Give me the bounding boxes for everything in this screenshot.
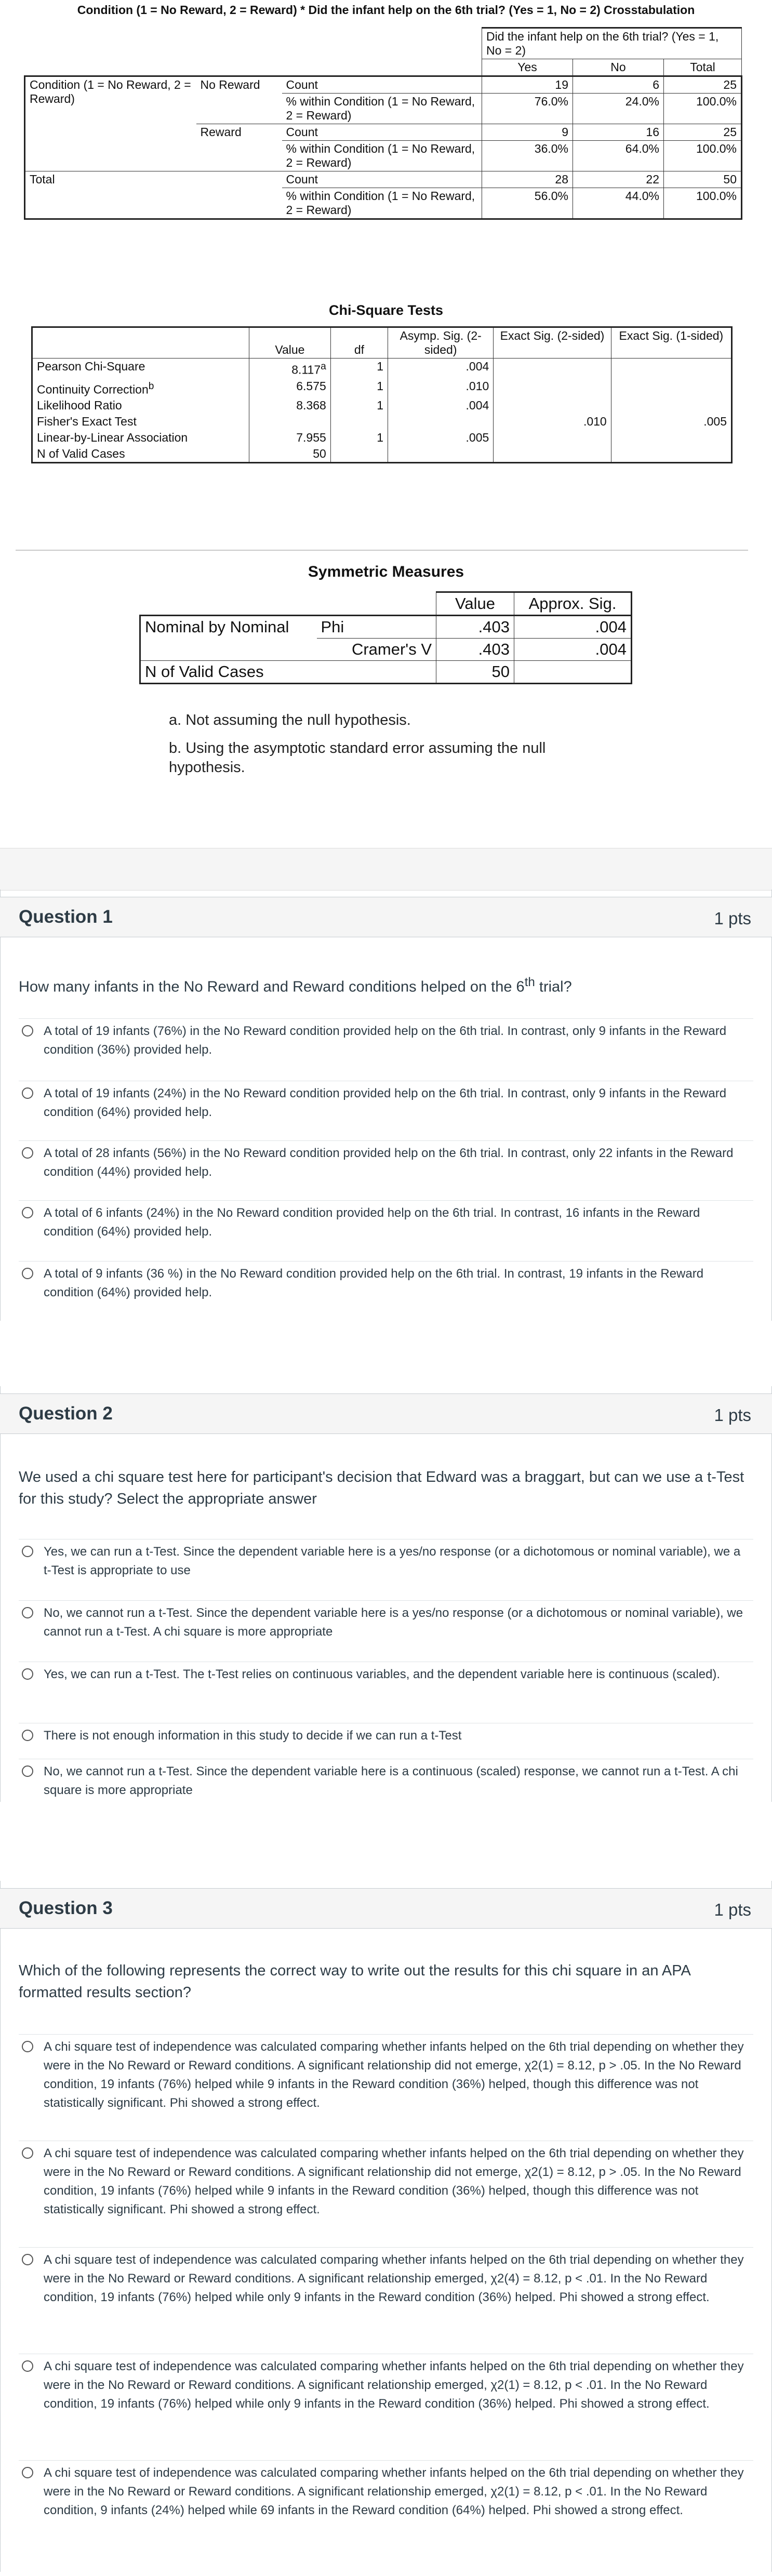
footnote-marker: a	[321, 361, 326, 372]
chi-row-asymp: .004	[388, 397, 494, 414]
crosstab-stat-pct: % within Condition (1 = No Reward, 2 = Reward)	[282, 141, 482, 171]
chi-header-asymp: Asymp. Sig. (2-sided)	[388, 327, 494, 358]
answer-option[interactable]	[19, 2034, 753, 2133]
question-points: 1 pts	[714, 909, 751, 928]
sym-row-approx: .004	[514, 616, 632, 639]
crosstab-cell: 25	[664, 76, 742, 94]
crosstab-cell: 28	[482, 171, 573, 188]
chi-row-asymp: .005	[388, 430, 494, 446]
answer-option[interactable]	[19, 1662, 753, 1712]
radio-button[interactable]	[22, 2254, 33, 2265]
crosstab-cell: 76.0%	[482, 94, 573, 124]
answer-text[interactable]: No, we cannot run a t-Test. Since the dependent variable here is a yes/no response (or a dichotomous or nominal variable), we cannot run a t-Test. A chi square is more appropriate	[44, 1606, 743, 1639]
crosstab-group-no-reward: No Reward	[196, 76, 282, 124]
chi-row-exact2	[494, 378, 611, 398]
chi-label-text: Continuity Correction	[37, 382, 149, 396]
chi-row-exact2: .010	[494, 414, 611, 430]
answer-text[interactable]: A chi square test of independence was calculated comparing whether infants helped on the 6th trial depending on whether they were in the No Reward or Reward conditions. A significant relationship emerged, χ2(4) = 8.12, p < .01. In the No Reward condition, 19 infants (76%) helped while only 9 infants in the Reward condition (36%) helped. Phi showed a strong effect.	[44, 2253, 744, 2304]
answer-text[interactable]: A total of 6 infants (24%) in the No Reward condition provided help on the 6th trial. In contrast, 16 infants in the Reward condition (64%) provided help.	[44, 1206, 700, 1239]
chi-header-exact2: Exact Sig. (2-sided)	[494, 327, 611, 358]
chi-row-df: 1	[330, 378, 388, 398]
question-title: Question 1	[19, 907, 113, 927]
crosstab-cell: 24.0%	[573, 94, 664, 124]
crosstab-stat-pct: % within Condition (1 = No Reward, 2 = Reward)	[282, 188, 482, 219]
chi-row-df	[330, 414, 388, 430]
answer-option[interactable]	[19, 1140, 753, 1191]
radio-button[interactable]	[22, 2041, 33, 2052]
sym-row-label: Cramer's V	[317, 639, 436, 661]
chi-row-label	[32, 378, 249, 398]
question-1-header	[0, 897, 772, 937]
radio-button[interactable]	[22, 1025, 33, 1037]
footnote-a: a. Not assuming the null hypothesis.	[169, 712, 411, 728]
answer-option[interactable]	[19, 2247, 753, 2346]
answer-text[interactable]: A total of 9 infants (36 %) in the No Reward condition provided help on the 6th trial. In contrast, 19 infants in the Reward condition (64%) provided help.	[44, 1267, 704, 1299]
crosstab-table	[24, 27, 742, 220]
chi-row-exact2	[494, 446, 611, 463]
answer-option[interactable]	[19, 2460, 753, 2559]
crosstab-cell: 6	[573, 76, 664, 94]
crosstab-cell: 100.0%	[664, 141, 742, 171]
radio-button[interactable]	[22, 1607, 33, 1618]
chi-row-exact1	[611, 358, 731, 378]
sym-row-approx: .004	[514, 639, 632, 661]
chi-row-value: 50	[249, 446, 331, 463]
crosstab-cell: 50	[664, 171, 742, 188]
chi-row-label: Fisher's Exact Test	[37, 415, 137, 429]
radio-button[interactable]	[22, 1546, 33, 1557]
chi-row-label	[32, 358, 249, 378]
symmetric-title: Symmetric Measures	[308, 563, 464, 580]
chi-row-value	[249, 358, 331, 378]
chi-row-value	[249, 414, 331, 430]
chi-row-asymp: .010	[388, 378, 494, 398]
chi-row-asymp	[388, 414, 494, 430]
radio-button[interactable]	[22, 1147, 33, 1159]
footnote-b: b. Using the asymptotic standard error assuming the null hypothesis.	[169, 740, 546, 776]
answer-option[interactable]	[19, 1261, 753, 1311]
answer-option[interactable]	[19, 1018, 753, 1069]
radio-button[interactable]	[22, 1207, 33, 1218]
sym-valid-label: N of Valid Cases	[140, 661, 436, 684]
crosstab-cell: 64.0%	[573, 141, 664, 171]
radio-button[interactable]	[22, 1730, 33, 1741]
crosstab-stat-count: Count	[282, 124, 482, 141]
radio-button[interactable]	[22, 2147, 33, 2159]
chi-value-text: 8.117	[291, 363, 321, 377]
crosstab-stat-count: Count	[282, 76, 482, 94]
chi-row-asymp: .004	[388, 358, 494, 378]
chi-row-df	[330, 446, 388, 463]
sym-header-approx: Approx. Sig.	[514, 592, 632, 616]
chi-header-df: df	[330, 327, 388, 358]
chi-row-df: 1	[330, 397, 388, 414]
chi-row-exact1	[611, 430, 731, 446]
question-points: 1 pts	[714, 1405, 751, 1425]
chi-header-blank	[32, 327, 249, 358]
crosstab-total-label: Total	[25, 171, 282, 219]
answer-option[interactable]	[19, 2354, 753, 2453]
answer-option[interactable]	[19, 1200, 753, 1251]
question-2-header	[0, 1393, 772, 1434]
answer-text[interactable]: A total of 28 infants (56%) in the No Reward condition provided help on the 6th trial. In contrast, only 22 infants in the Reward condition (44%) provided help.	[44, 1146, 734, 1179]
chi-row-value: 8.368	[249, 397, 331, 414]
chi-label-text: Pearson Chi-Square	[37, 360, 145, 373]
crosstab-group-reward: Reward	[196, 124, 282, 171]
chi-row-label: Linear-by-Linear Association	[37, 431, 188, 445]
answer-text[interactable]: A chi square test of independence was calculated comparing whether infants helped on the 6th trial depending on whether they were in the No Reward or Reward conditions. A significant relationship emerged, χ2(1) = 8.12, p < .01. In the No Reward condition, 9 infants (24%) helped while 69 infants in the Reward condition (64%) helped. Phi showed a strong effect.	[44, 2466, 744, 2517]
sym-valid-value: 50	[436, 661, 514, 684]
crosstab-cell: 44.0%	[573, 188, 664, 219]
chi-row-df: 1	[330, 430, 388, 446]
chi-row-exact1	[611, 397, 731, 414]
sym-row-label: Phi	[317, 616, 436, 639]
question-title: Question 3	[19, 1898, 113, 1918]
chi-row-exact1	[611, 446, 731, 463]
chi-square-table	[31, 326, 733, 463]
question-text: Which of the following represents the correct way to write out the results for this chi square in an APA formatted results section?	[19, 1962, 690, 2001]
answer-option[interactable]	[19, 1539, 753, 1589]
crosstab-row-group-label: Condition (1 = No Reward, 2 = Reward)	[25, 76, 196, 171]
question-points: 1 pts	[714, 1900, 751, 1919]
crosstab-cell: 19	[482, 76, 573, 94]
footnote-marker: b	[148, 380, 154, 392]
question-title: Question 2	[19, 1403, 113, 1424]
crosstab-cell: 22	[573, 171, 664, 188]
answer-text[interactable]: A total of 19 infants (24%) in the No Reward condition provided help on the 6th trial. In contrast, only 9 infants in the Reward condition (64%) provided help.	[44, 1086, 727, 1119]
answer-text[interactable]: Yes, we can run a t-Test. The t-Test relies on continuous variables, and the dependent variable here is continuous (scaled).	[44, 1667, 721, 1681]
answer-option[interactable]	[19, 1081, 753, 1131]
crosstab-col-no: No	[573, 59, 664, 76]
crosstab-cell: 25	[664, 124, 742, 141]
chi-row-exact1	[611, 378, 731, 398]
radio-button[interactable]	[22, 1668, 33, 1680]
chi-row-value: 7.955	[249, 430, 331, 446]
chi-row-label: Likelihood Ratio	[37, 399, 122, 413]
answer-text[interactable]: A chi square test of independence was calculated comparing whether infants helped on the 6th trial depending on whether they were in the No Reward or Reward conditions. A significant relationship emerged, χ2(1) = 8.12, p < .01. In the No Reward condition, 19 infants (76%) helped while only 9 infants in the Reward condition (36%) helped. Phi showed a strong effect.	[44, 2359, 744, 2411]
chi-header-value: Value	[249, 327, 331, 358]
chi-row-exact2	[494, 397, 611, 414]
crosstab-cell: 9	[482, 124, 573, 141]
crosstab-col-yes: Yes	[482, 59, 573, 76]
sym-row-value: .403	[436, 616, 514, 639]
answer-text[interactable]: Yes, we can run a t-Test. Since the dependent variable here is a yes/no response (or a dichotomous or nominal variable), we a t-Test is appropriate to use	[44, 1545, 741, 1577]
crosstab-cell: 100.0%	[664, 188, 742, 219]
chi-row-label: N of Valid Cases	[37, 447, 125, 461]
answer-text[interactable]: A total of 19 infants (76%) in the No Reward condition provided help on the 6th trial. In contrast, only 9 infants in the Reward condition (36%) provided help.	[44, 1024, 727, 1057]
crosstab-cell: 16	[573, 124, 664, 141]
answer-text[interactable]: No, we cannot run a t-Test. Since the dependent variable here is a continuous (scaled) response, we cannot run a t-Test. A chi square is more appropriate	[44, 1764, 738, 1797]
chi-header-exact1: Exact Sig. (1-sided)	[611, 327, 731, 358]
chi-row-df: 1	[330, 358, 388, 378]
question-text: We used a chi square test here for participant's decision that Edward was a braggart, but can we use a t-Test for this study? Select the appropriate answer	[19, 1469, 744, 1507]
answer-text[interactable]: A chi square test of independence was calculated comparing whether infants helped on the 6th trial depending on whether they were in the No Reward or Reward conditions. A significant relationship did not emerge, χ2(1) = 8.12, p > .05. In the No Reward condition, 19 infants (76%) helped while 9 infants in the Reward condition (36%) helped, though this difference was not statistically significant. Phi showed a strong effect.	[44, 2146, 744, 2216]
sym-header-value: Value	[436, 592, 514, 616]
chi-row-value: 6.575	[249, 378, 331, 398]
crosstab-stat-pct: % within Condition (1 = No Reward, 2 = Reward)	[282, 94, 482, 124]
sym-row-value: .403	[436, 639, 514, 661]
content-separator	[0, 848, 772, 891]
question-3-header	[0, 1888, 772, 1929]
chi-square-title: Chi-Square Tests	[328, 302, 444, 318]
crosstab-stat-count: Count	[282, 171, 482, 188]
answer-text[interactable]: A chi square test of independence was calculated comparing whether infants helped on the 6th trial depending on whether they were in the No Reward or Reward conditions. A significant relationship did not emerge, χ2(1) = 8.12, p > .05. In the No Reward condition, 19 infants (76%) helped while 9 infants in the Reward condition (36%) helped, though this difference was not statistically significant. Phi showed a strong effect.	[44, 2040, 744, 2110]
radio-button[interactable]	[22, 1765, 33, 1777]
sym-row-group: Nominal by Nominal	[140, 616, 317, 639]
answer-text[interactable]: There is not enough information in this study to decide if we can run a t-Test	[44, 1729, 462, 1743]
chi-row-exact2	[494, 430, 611, 446]
chi-row-asymp	[388, 446, 494, 463]
crosstab-cell: 36.0%	[482, 141, 573, 171]
radio-button[interactable]	[22, 2360, 33, 2372]
crosstab-cell: 56.0%	[482, 188, 573, 219]
radio-button[interactable]	[22, 2467, 33, 2478]
chi-row-exact2	[494, 358, 611, 378]
symmetric-table	[139, 591, 632, 684]
answer-option[interactable]	[19, 1723, 753, 1752]
section-divider	[16, 550, 748, 551]
crosstab-title: Condition (1 = No Reward, 2 = Reward) * Did the infant help on the 6th trial? (Yes = 1, No = 2) Crosstabulation	[77, 3, 695, 17]
answer-option[interactable]	[19, 2141, 753, 2240]
chi-row-exact1: .005	[611, 414, 731, 430]
answer-option[interactable]	[19, 1600, 753, 1651]
radio-button[interactable]	[22, 1268, 33, 1279]
radio-button[interactable]	[22, 1087, 33, 1099]
crosstab-col-total: Total	[664, 59, 742, 76]
answer-option[interactable]	[19, 1759, 753, 1809]
crosstab-col-group-header: Did the infant help on the 6th trial? (Yes = 1, No = 2)	[482, 28, 742, 59]
crosstab-cell: 100.0%	[664, 94, 742, 124]
question-text: How many infants in the No Reward and Reward conditions helped on the 6th trial?	[19, 975, 572, 995]
